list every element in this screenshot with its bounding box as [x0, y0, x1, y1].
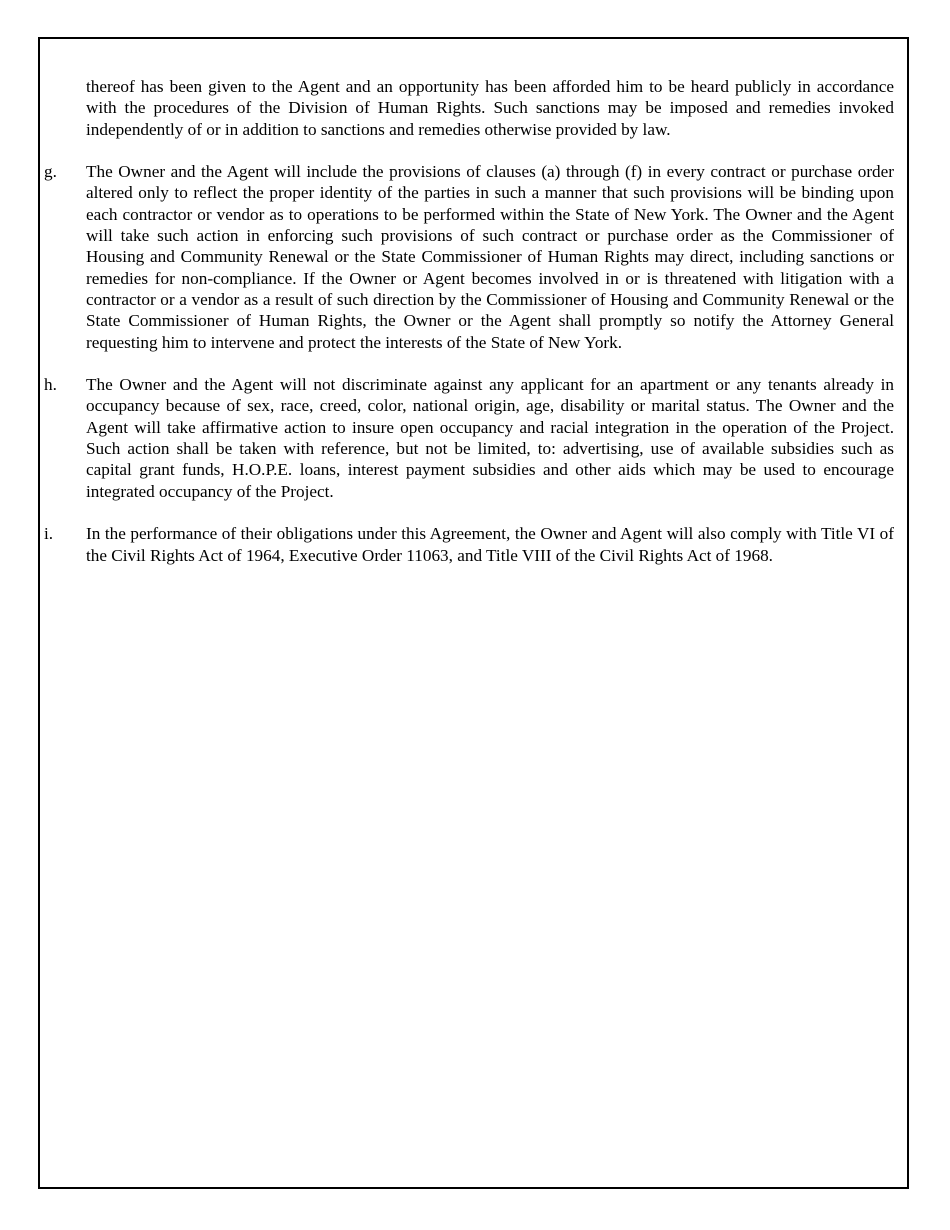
clause-h: [44, 374, 894, 502]
document-body: [44, 76, 894, 587]
clause-label: i.: [44, 524, 54, 544]
continuation-text: thereof has been given to the Agent and an opportunity has been afforded him to be heard publicly in accordance with the procedures of the Division of Human Rights. Such sanctions may be imposed and remedies invoked independently of or in addition to sanctions and remedies otherwise provided by law.: [86, 77, 894, 139]
clause-label: g.: [44, 162, 57, 182]
clause-text: The Owner and the Agent will not discriminate against any applicant for an apartment or any tenants already in occupancy because of sex, race, creed, color, national origin, age, disability or marital status. The Owner and the Agent will take affirmative action to insure open occupancy and racial integration in the operation of the Project. Such action shall be taken with reference, but not be limited, to: advertising, use of available subsidies such as capital grant funds, H.O.P.E. loans, interest payment subsidies and other aids which may be used to encourage integrated occupancy of the Project.: [86, 375, 894, 501]
clause-text: The Owner and the Agent will include the provisions of clauses (a) through (f) in every contract or purchase order altered only to reflect the proper identity of the parties in such a manner that such provisions will be binding upon each contractor or vendor as to operations to be performed within the State of New York. The Owner and the Agent will take such action in enforcing such provisions of such contract or purchase order as the Commissioner of Housing and Community Renewal or the State Commissioner of Human Rights may direct, including sanctions or remedies for non-compliance. If the Owner or Agent becomes involved in or is threatened with litigation with a contractor or a vendor as a result of such direction by the Commissioner of Housing and Community Renewal or the State Commissioner of Human Rights, the Owner or the Agent shall promptly so notify the Attorney General requesting him to intervene and protect the interests of the State of New York.: [86, 162, 894, 352]
clause-label: h.: [44, 375, 57, 395]
continuation-paragraph: [44, 76, 894, 140]
clause-text: In the performance of their obligations under this Agreement, the Owner and Agent will also comply with Title VI of the Civil Rights Act of 1964, Executive Order 11063, and Title VIII of the Civil Rights Act of 1968.: [86, 524, 894, 565]
clause-g: [44, 161, 894, 353]
clause-i: [44, 523, 894, 566]
